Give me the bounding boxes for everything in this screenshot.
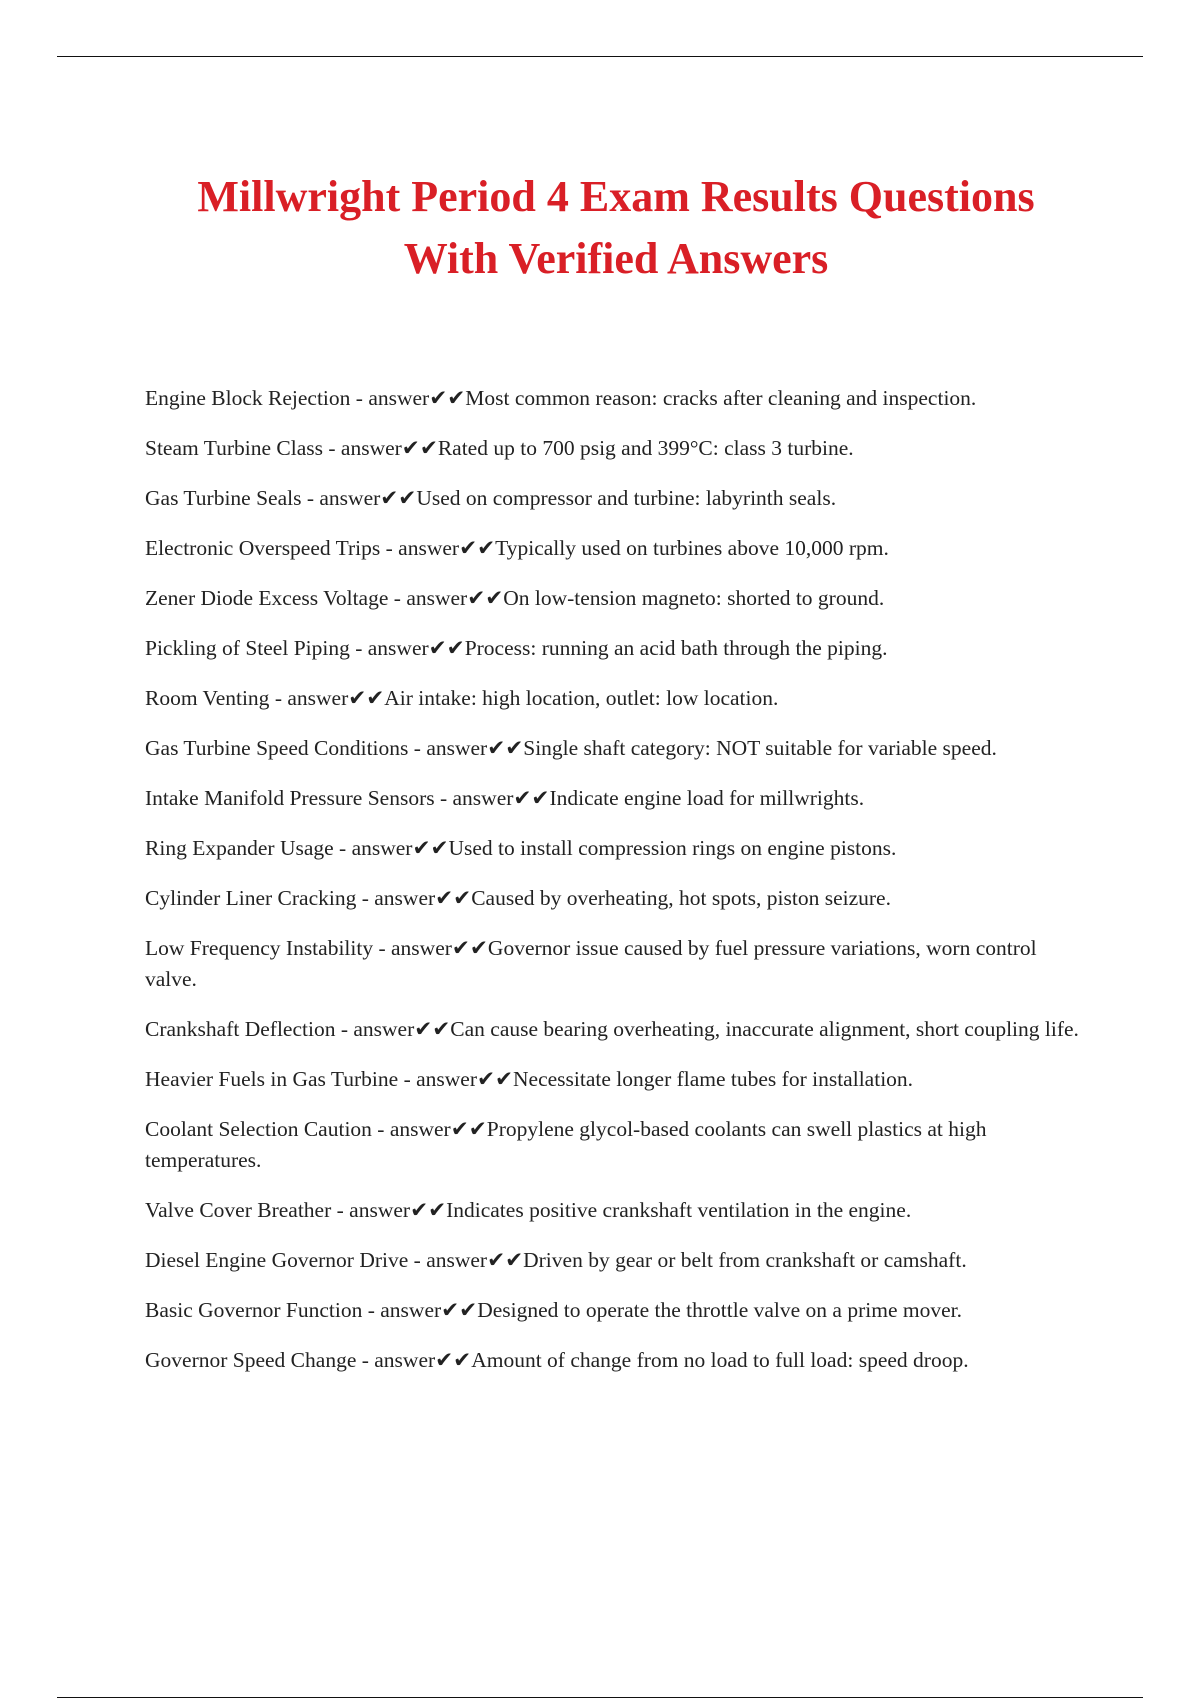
qa-term: Low Frequency Instability [145, 936, 374, 960]
qa-term: Electronic Overspeed Trips [145, 536, 381, 560]
title-line-1: Millwright Period 4 Exam Results Questions [197, 172, 1035, 221]
qa-term: Zener Diode Excess Voltage [145, 586, 389, 610]
qa-answer: Indicates positive crankshaft ventilation in the engine. [446, 1198, 912, 1222]
qa-item [145, 483, 1090, 514]
qa-item [145, 633, 1090, 664]
qa-item [145, 433, 1090, 464]
qa-term: Room Venting [145, 686, 270, 710]
qa-item [145, 1345, 1090, 1376]
qa-item [145, 1245, 1090, 1276]
qa-term: Governor Speed Change [145, 1348, 357, 1372]
qa-answer: Driven by gear or belt from crankshaft or camshaft. [523, 1248, 967, 1272]
qa-answer: Rated up to 700 psig and 399°C: class 3 turbine. [437, 436, 854, 460]
qa-term: Cylinder Liner Cracking [145, 886, 357, 910]
answer-marker: - answer✔✔ [434, 786, 550, 810]
qa-term: Basic Governor Function [145, 1298, 363, 1322]
answer-marker: - answer✔✔ [331, 1198, 447, 1222]
qa-answer: Caused by overheating, hot spots, piston seizure. [471, 886, 891, 910]
qa-answer: On low-tension magneto: shorted to ground. [503, 586, 885, 610]
qa-term: Ring Expander Usage [145, 836, 334, 860]
qa-item [145, 383, 1090, 414]
qa-answer: Process: running an acid bath through the piping. [464, 636, 888, 660]
qa-item [145, 1295, 1090, 1326]
qa-item [145, 533, 1090, 564]
qa-term: Gas Turbine Speed Conditions [145, 736, 409, 760]
qa-item [145, 1195, 1090, 1226]
qa-term: Gas Turbine Seals [145, 486, 302, 510]
answer-marker: - answer✔✔ [388, 586, 504, 610]
qa-item [145, 1014, 1090, 1045]
answer-marker: - answer✔✔ [371, 1117, 487, 1141]
qa-item [145, 883, 1090, 914]
qa-list [145, 383, 1090, 1395]
qa-answer: Single shaft category: NOT suitable for variable speed. [523, 736, 997, 760]
title-line-2: With Verified Answers [403, 234, 829, 283]
answer-marker: - answer✔✔ [362, 1298, 478, 1322]
qa-answer: Most common reason: cracks after cleaning and inspection. [465, 386, 977, 410]
qa-term: Coolant Selection Caution [145, 1117, 372, 1141]
qa-term: Intake Manifold Pressure Sensors [145, 786, 435, 810]
qa-term: Steam Turbine Class [145, 436, 323, 460]
answer-marker: - answer✔✔ [408, 1248, 524, 1272]
qa-answer: Propylene glycol-based coolants can swell plastics at high temperatures. [145, 1117, 987, 1172]
qa-term: Diesel Engine Governor Drive [145, 1248, 409, 1272]
qa-item [145, 733, 1090, 764]
qa-term: Pickling of Steel Piping [145, 636, 350, 660]
qa-item [145, 583, 1090, 614]
qa-item [145, 783, 1090, 814]
page-title [120, 166, 1112, 290]
qa-answer: Typically used on turbines above 10,000 rpm. [495, 536, 889, 560]
answer-marker: - answer✔✔ [356, 1348, 472, 1372]
answer-marker: - answer✔✔ [380, 536, 496, 560]
qa-item [145, 1064, 1090, 1095]
qa-answer: Used on compressor and turbine: labyrinth seals. [416, 486, 837, 510]
qa-answer: Used to install compression rings on engine pistons. [448, 836, 897, 860]
qa-item [145, 683, 1090, 714]
qa-answer: Air intake: high location, outlet: low location. [384, 686, 779, 710]
qa-answer: Governor issue caused by fuel pressure variations, worn control valve. [145, 936, 1037, 991]
answer-marker: - answer✔✔ [333, 836, 449, 860]
answer-marker: - answer✔✔ [269, 686, 385, 710]
answer-marker: - answer✔✔ [373, 936, 488, 960]
qa-answer: Can cause bearing overheating, inaccurate alignment, short coupling life. [450, 1017, 1079, 1041]
qa-term: Crankshaft Deflection [145, 1017, 336, 1041]
answer-marker: - answer✔✔ [349, 636, 465, 660]
answer-marker: - answer✔✔ [323, 436, 438, 460]
qa-answer: Amount of change from no load to full load: speed droop. [471, 1348, 969, 1372]
qa-item [145, 933, 1090, 995]
qa-item [145, 1114, 1090, 1176]
answer-marker: - answer✔✔ [398, 1067, 514, 1091]
answer-marker: - answer✔✔ [356, 886, 472, 910]
qa-answer: Designed to operate the throttle valve on a prime mover. [477, 1298, 962, 1322]
answer-marker: - answer✔✔ [350, 386, 466, 410]
qa-item [145, 833, 1090, 864]
qa-term: Valve Cover Breather [145, 1198, 332, 1222]
qa-answer: Necessitate longer flame tubes for installation. [513, 1067, 914, 1091]
qa-term: Engine Block Rejection [145, 386, 351, 410]
header-rule [57, 56, 1143, 57]
answer-marker: - answer✔✔ [408, 736, 524, 760]
answer-marker: - answer✔✔ [301, 486, 417, 510]
answer-marker: - answer✔✔ [335, 1017, 451, 1041]
footer-rule [57, 1697, 1143, 1698]
qa-answer: Indicate engine load for millwrights. [549, 786, 865, 810]
qa-term: Heavier Fuels in Gas Turbine [145, 1067, 399, 1091]
